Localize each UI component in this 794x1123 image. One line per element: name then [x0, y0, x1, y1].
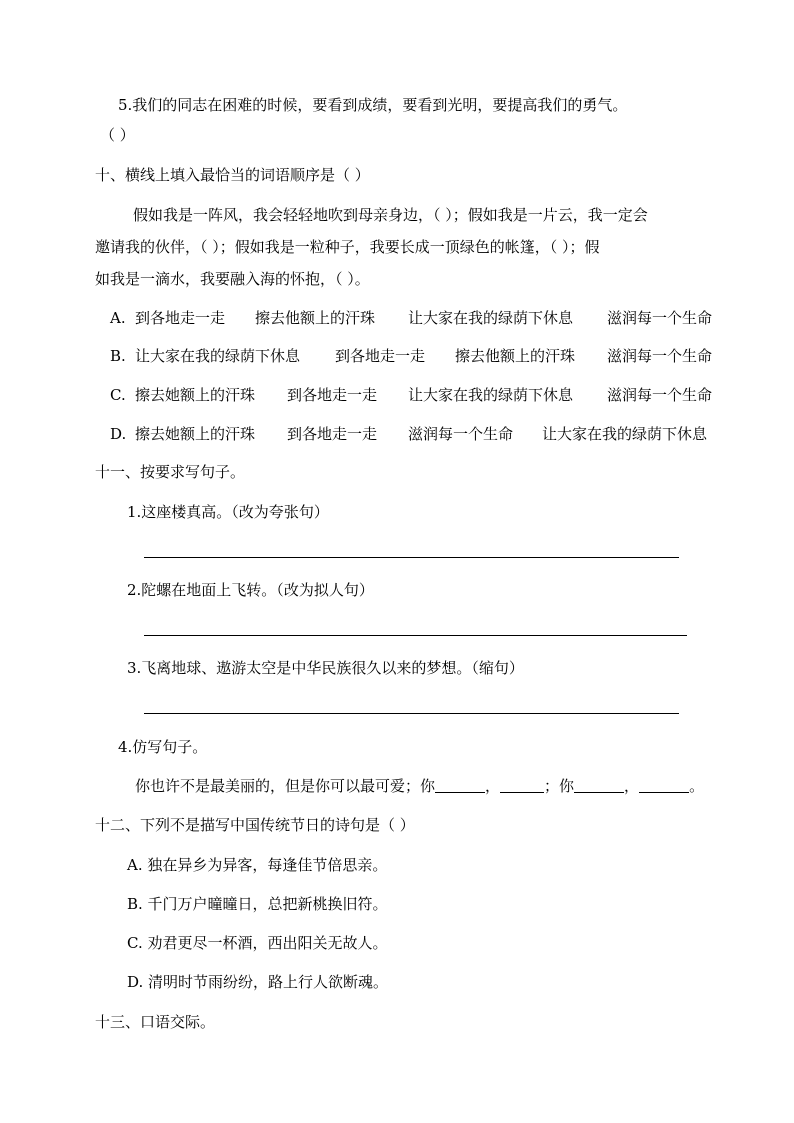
- q10-option-d-item-2: 到各地走一走: [287, 425, 378, 443]
- q11-blank-2[interactable]: [500, 778, 544, 793]
- q11-item-3-answer-line[interactable]: [144, 713, 679, 714]
- q12-option-a: A. 独在异乡为异客，每逢佳节倍思亲。: [127, 856, 388, 874]
- q10-option-b-item-1: 让大家在我的绿荫下休息: [135, 347, 301, 365]
- q11-item-2: 2.陀螺在地面上飞转。（改为拟人句）: [127, 581, 374, 599]
- q10-option-c-letter: C.: [110, 386, 126, 404]
- q10-option-d-item-3: 滋润每一个生命: [408, 425, 514, 443]
- q11-blank-4[interactable]: [639, 778, 689, 793]
- q5-answer-paren: （ ）: [100, 126, 135, 144]
- q10-option-a-item-3: 让大家在我的绿荫下休息: [408, 309, 574, 327]
- q10-option-c-item-2: 到各地走一走: [287, 386, 378, 404]
- q11-comma-2: ，: [624, 777, 640, 795]
- q11-item-4: 4.仿写句子。: [118, 738, 208, 756]
- q13-title: 十三、口语交际。: [95, 1013, 216, 1031]
- q10-passage-line-2: 邀请我的伙伴，（ ）；假如我是一粒种子，我要长成一顶绿色的帐篷，（ ）；假: [95, 238, 600, 256]
- q12-option-c: C. 劝君更尽一杯酒，西出阳关无故人。: [127, 934, 388, 952]
- q11-title: 十一、按要求写句子。: [95, 463, 246, 481]
- q10-option-a-item-4: 滋润每一个生命: [607, 309, 713, 327]
- q11-imitate-sentence: [135, 776, 704, 796]
- q10-option-a-item-2: 擦去他额上的汗珠: [255, 309, 376, 327]
- q10-passage-line-3: 如我是一滴水，我要融入海的怀抱，（ ）。: [95, 270, 370, 288]
- q11-comma-1: ，: [485, 777, 501, 795]
- q11-item-3: 3.飞离地球、遨游太空是中华民族很久以来的梦想。（缩句）: [127, 659, 524, 677]
- q11-blank-1[interactable]: [435, 778, 485, 793]
- q5-text: 5.我们的同志在困难的时候，要看到成绩，要看到光明，要提高我们的勇气。: [118, 96, 628, 114]
- q10-option-b-item-4: 滋润每一个生命: [607, 347, 713, 365]
- q10-option-d-item-1: 擦去她额上的汗珠: [135, 425, 256, 443]
- q12-title: 十二、下列不是描写中国传统节日的诗句是（ ）: [95, 816, 415, 834]
- q11-blank-3[interactable]: [574, 778, 624, 793]
- q12-option-d: D. 清明时节雨纷纷，路上行人欲断魂。: [127, 973, 389, 991]
- q10-option-b-item-3: 擦去他额上的汗珠: [455, 347, 576, 365]
- q10-option-c-item-1: 擦去她额上的汗珠: [135, 386, 256, 404]
- q10-option-a-item-1: 到各地走一走: [135, 309, 226, 327]
- q10-passage-line-1: 假如我是一阵风，我会轻轻地吹到母亲身边，（ ）；假如我是一片云，我一定会: [133, 206, 648, 224]
- q10-option-b-item-2: 到各地走一走: [335, 347, 426, 365]
- q10-option-c-item-4: 滋润每一个生命: [607, 386, 713, 404]
- q11-item-2-answer-line[interactable]: [144, 635, 687, 636]
- q11-imitate-start: 你也许不是最美丽的，但是你可以最可爱；你: [135, 777, 436, 795]
- q11-item-1: 1.这座楼真高。（改为夸张句）: [127, 503, 329, 521]
- q11-period: 。: [689, 777, 705, 795]
- q10-option-b-letter: B.: [110, 347, 126, 365]
- q11-semicolon-you: ；你: [544, 777, 575, 795]
- q10-title: 十、横线上填入最恰当的词语顺序是（ ）: [95, 166, 370, 184]
- q11-item-1-answer-line[interactable]: [144, 557, 679, 558]
- q12-option-b: B. 千门万户曈曈日，总把新桃换旧符。: [127, 895, 388, 913]
- q10-option-c-item-3: 让大家在我的绿荫下休息: [408, 386, 574, 404]
- q10-option-d-letter: D.: [110, 425, 127, 443]
- q10-option-a-letter: A.: [110, 309, 126, 327]
- q10-option-d-item-4: 让大家在我的绿荫下休息: [542, 425, 708, 443]
